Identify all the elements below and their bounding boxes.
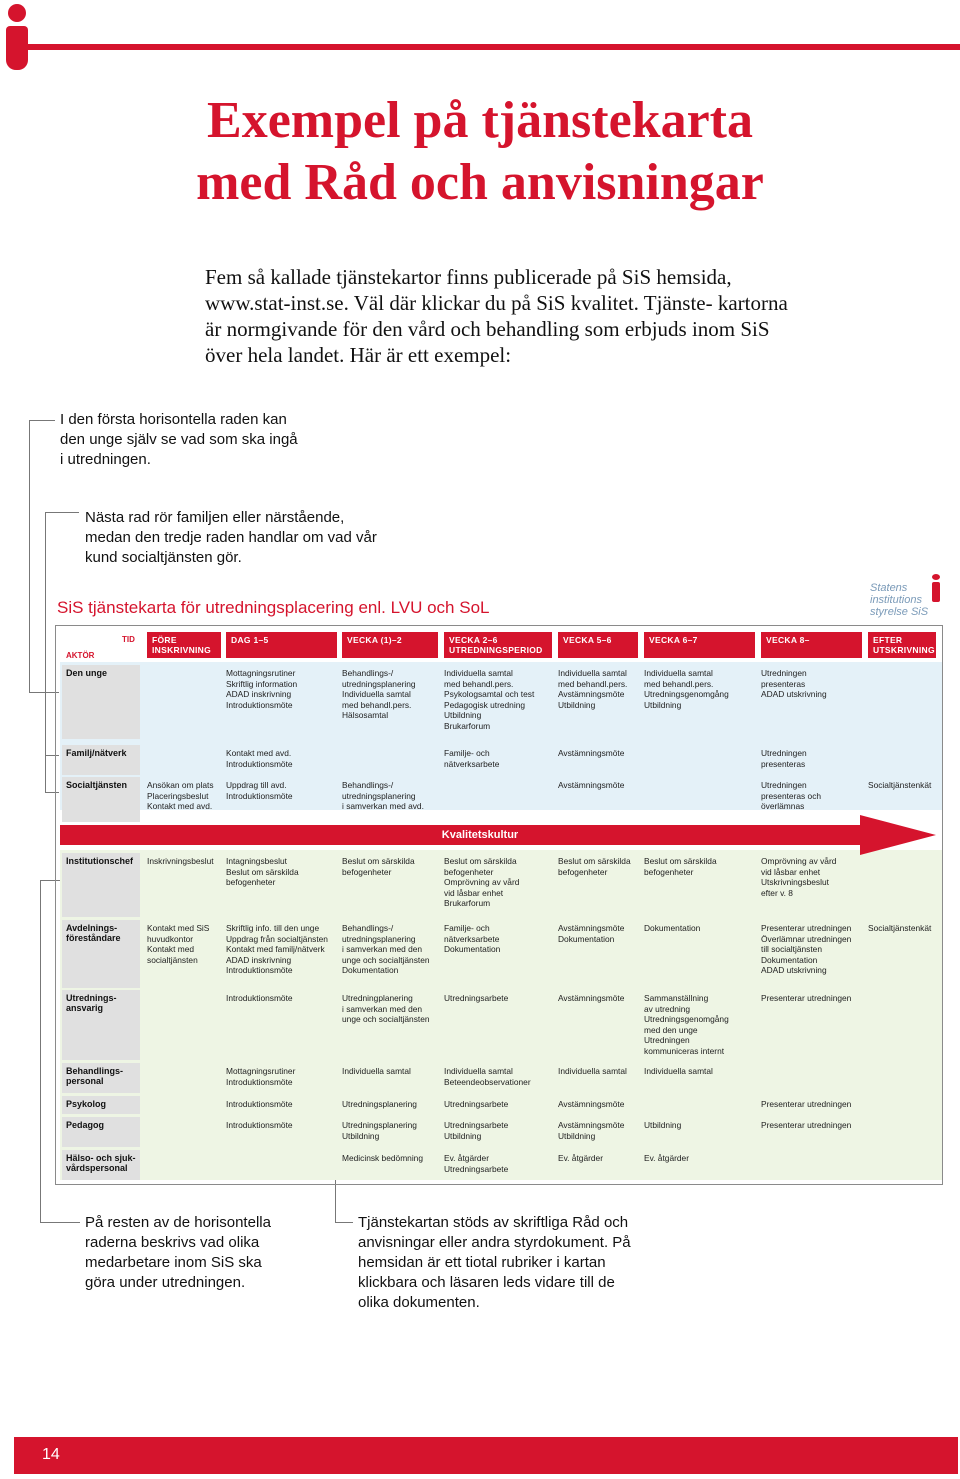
map-cell: Utredningen presenteras <box>761 748 807 769</box>
map-cell: Ev. åtgärder <box>644 1153 689 1163</box>
time-axis-label: TID <box>122 635 135 644</box>
note3-bracket <box>40 880 41 1222</box>
map-cell: Individuella samtal <box>342 1066 411 1076</box>
map-cell: Avstämningsmöte <box>558 748 625 758</box>
map-cell: Socialtjänstenkät <box>868 780 932 790</box>
map-cell: Ansökan om plats Placeringsbeslut Kontakt med avd. <box>147 780 214 811</box>
map-cell: Utbildning <box>644 1120 682 1130</box>
map-cell: Medicinsk bedömning <box>342 1153 424 1163</box>
map-cell: Introduktionsmöte <box>226 1099 293 1109</box>
map-cell: Skriftlig info. till den unge Uppdrag från socialtjänsten Kontakt med familj/nätverk ADAD inskrivning Introduktionsmöte <box>226 923 328 975</box>
period-header: DAG 1–5 <box>226 632 337 658</box>
map-cell: Utredningen presenteras ADAD utskrivning <box>761 668 827 699</box>
note2-bracket-top <box>45 512 79 513</box>
actor-label[interactable]: Institutionschef <box>62 853 140 917</box>
map-cell: Individuella samtal <box>644 1066 713 1076</box>
title-line-1: Exempel på tjänstekarta <box>207 92 753 149</box>
map-cell: Utredningsarbete <box>444 1099 509 1109</box>
map-cell: Utredningplanering i samverkan med den unge och socialtjänsten <box>342 993 430 1024</box>
map-cell: Ev. åtgärder <box>558 1153 603 1163</box>
actor-label[interactable]: Psykolog <box>62 1096 140 1114</box>
map-cell: Avstämningsmöte Utbildning <box>558 1120 625 1141</box>
map-cell: Omprövning av vård vid låsbar enhet Utskrivningsbeslut efter v. 8 <box>761 856 837 898</box>
period-header: VECKA 8– <box>761 632 862 658</box>
period-header: FÖRE INSKRIVNING <box>147 632 221 658</box>
map-cell: Beslut om särskilda befogenheter <box>644 856 717 877</box>
map-cell: Behandlings-/ utredningsplanering Individuella samtal med behandl.pers. Hälsosamtal <box>342 668 416 720</box>
map-cell: Behandlings-/ utredningsplanering i samverkan med avd. <box>342 780 424 811</box>
note2-bracket <box>45 512 46 792</box>
map-cell: Familje- och nätverksarbete Dokumentation <box>444 923 501 954</box>
map-cell: Intagningsbeslut Beslut om särskilda befogenheter <box>226 856 299 887</box>
map-cell: Presenterar utredningen <box>761 993 852 1003</box>
map-cell: Mottagningsrutiner Skriftlig information ADAD inskrivning Introduktionsmöte <box>226 668 298 710</box>
note1-bracket <box>29 420 30 692</box>
map-cell: Behandlings-/ utredningsplanering i samverkan med den unge och socialtjänsten Dokumentation <box>342 923 430 975</box>
map-cell: Ev. åtgärder Utredningsarbete <box>444 1153 509 1174</box>
map-cell: Sammanställning av utredning Utredningsgenomgång med den unge Utredningen kommuniceras internt <box>644 993 729 1056</box>
map-cell: Utredningsarbete Utbildning <box>444 1120 509 1141</box>
quality-culture-label[interactable]: Kvalitetskultur <box>441 829 519 841</box>
note3-bracket-bottom <box>40 1222 80 1223</box>
service-map-title[interactable]: SiS tjänstekarta för utredningsplacering enl. LVU och SoL <box>57 598 490 617</box>
map-cell: Socialtjänstenkät <box>868 923 932 933</box>
map-cell: Inskrivningsbeslut <box>147 856 214 866</box>
annotation-family-row: Nästa rad rör familjen eller närstående, medan den tredje raden handlar om vad vår kund socialtjänsten gör. <box>85 509 377 566</box>
map-cell: Avstämningsmöte <box>558 780 625 790</box>
period-header: VECKA 6–7 <box>644 632 755 658</box>
map-cell: Mottagningsrutiner Introduktionsmöte <box>226 1066 296 1087</box>
map-cell: Avstämningsmöte <box>558 993 625 1003</box>
period-header: VECKA (1)–2 <box>342 632 438 658</box>
intro-paragraph: Fem så kallade tjänstekartor finns publicerade på SiS hemsida, www.stat-inst.se. Väl där klickar du på SiS kvalitet. Tjänste- kartorna är normgivande för den vård och behandling som erbjuds inom SiS över hela landet. Här är ett exempel: <box>205 265 788 367</box>
period-header: VECKA 5–6 <box>558 632 638 658</box>
map-cell: Familje- och nätverksarbete <box>444 748 500 769</box>
map-cell: Presenterar utredningen Överlämnar utredningen till socialtjänsten Dokumentation ADAD utskrivning <box>761 923 852 975</box>
map-cell: Avstämningsmöte Dokumentation <box>558 923 625 944</box>
map-cell: Utredningsarbete <box>444 993 509 1003</box>
actor-label[interactable]: Familj/nätverk <box>62 745 140 775</box>
map-cell: Avstämningsmöte <box>558 1099 625 1109</box>
map-cell: Presenterar utredningen <box>761 1099 852 1109</box>
note4-bracket-bottom <box>335 1222 353 1223</box>
map-cell: Individuella samtal med behandl.pers. Avstämningsmöte Utbildning <box>558 668 628 710</box>
actor-axis-label: AKTÖR <box>66 651 95 660</box>
annotation-guidelines: Tjänstekartan stöds av skriftliga Råd och anvisningar eller andra styrdokument. På hemsidan är ett tiotal rubriker i kartan klickbara och läsaren leds vidare till de olika dokumenten. <box>358 1214 631 1311</box>
map-cell: Beslut om särskilda befogenheter <box>558 856 631 877</box>
map-cell: Individuella samtal med behandl.pers. Psykologsamtal och test Pedagogisk utredning Utbildning Brukarforum <box>444 668 535 731</box>
page-title <box>0 90 960 214</box>
map-cell: Introduktionsmöte <box>226 993 293 1003</box>
logo-line-2: institutions <box>870 594 922 606</box>
actor-label[interactable]: Utrednings- ansvarig <box>62 990 140 1060</box>
actor-label[interactable]: Hälso- och sjuk- vårdspersonal <box>62 1150 140 1180</box>
actor-label[interactable]: Den unge <box>62 665 140 739</box>
map-cell: Uppdrag till avd. Introduktionsmöte <box>226 780 293 801</box>
footer-bar <box>14 1437 958 1474</box>
top-accent-bar <box>20 44 960 50</box>
map-cell: Introduktionsmöte <box>226 1120 293 1130</box>
logo-line-1: Statens <box>870 582 908 594</box>
map-cell: Utredningsplanering Utbildning <box>342 1120 417 1141</box>
page-number: 14 <box>42 1446 60 1463</box>
title-line-2: med Råd och anvisningar <box>196 154 764 211</box>
map-cell: Beslut om särskilda befogenheter Omprövning av vård vid låsbar enhet Brukarforum <box>444 856 520 908</box>
map-cell: Utredningsplanering <box>342 1099 417 1109</box>
actor-label[interactable]: Avdelnings- föreståndare <box>62 920 140 988</box>
period-header: EFTER UTSKRIVNING <box>868 632 936 658</box>
actor-label[interactable]: Socialtjänsten <box>62 777 140 822</box>
sis-i-logo-icon <box>6 4 28 68</box>
map-cell: Individuella samtal Beteendeobservationer <box>444 1066 531 1087</box>
map-cell: Individuella samtal <box>558 1066 627 1076</box>
period-header: VECKA 2–6 UTREDNINGSPERIOD <box>444 632 552 658</box>
map-cell: Individuella samtal med behandl.pers. Utredningsgenomgång Utbildning <box>644 668 729 710</box>
map-cell: Beslut om särskilda befogenheter <box>342 856 415 877</box>
actor-label[interactable]: Behandlings- personal <box>62 1063 140 1093</box>
annotation-staff-rows: På resten av de horisontella raderna beskrivs vad olika medarbetare inom SiS ska göra under utredningen. <box>85 1214 271 1291</box>
sis-logo <box>870 574 946 618</box>
map-cell: Presenterar utredningen <box>761 1120 852 1130</box>
annotation-first-row: I den första horisontella raden kan den unge själv se vad som ska ingå i utredningen. <box>60 411 298 468</box>
logo-line-3: styrelse SiS <box>870 606 929 618</box>
map-cell: Kontakt med avd. Introduktionsmöte <box>226 748 293 769</box>
map-cell: Utredningen presenteras och överlämnas <box>761 780 822 811</box>
map-cell: Dokumentation <box>644 923 701 933</box>
map-cell: Kontakt med SiS huvudkontor Kontakt med socialtjänsten <box>147 923 210 965</box>
note1-bracket-top <box>29 420 55 421</box>
actor-label[interactable]: Pedagog <box>62 1117 140 1147</box>
